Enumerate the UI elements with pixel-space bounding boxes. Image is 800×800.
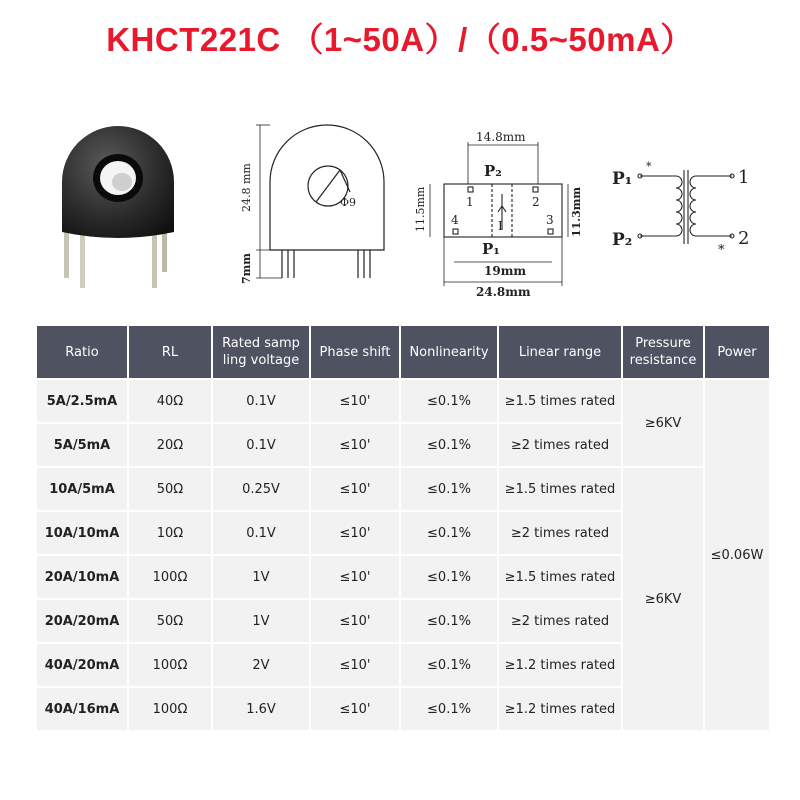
cell-pressure-group-1: ≥6KV [623,380,703,466]
cell-rl: 50Ω [129,468,211,510]
product-photo [52,112,184,312]
schem-dot-primary: * [646,160,652,173]
cell-rl: 100Ω [129,688,211,730]
cell-nonlinearity: ≤0.1% [401,424,497,466]
bottom-outer-width: 24.8mm [476,285,531,299]
cell-voltage: 0.1V [213,424,309,466]
cell-rl: 50Ω [129,600,211,642]
cell-voltage: 0.1V [213,380,309,422]
cell-voltage: 0.1V [213,512,309,554]
schem-p1: P₁ [612,169,633,189]
bottom-current-label: I [498,219,503,233]
header-rl: RL [129,326,211,378]
header-linear-range: Linear range [499,326,621,378]
schem-out1: 1 [738,167,750,188]
cell-rl: 40Ω [129,380,211,422]
header-power: Power [705,326,769,378]
cell-linear-range: ≥2 times rated [499,600,621,642]
bottom-inner-width: 19mm [484,264,527,278]
cell-voltage: 0.25V [213,468,309,510]
cell-phase: ≤10' [311,556,399,598]
cell-ratio: 40A/20mA [37,644,127,686]
page-title: KHCT221C （1~50A）/（0.5~50mA） [106,21,694,58]
table-row [37,468,769,510]
cell-nonlinearity: ≤0.1% [401,512,497,554]
header-ratio: Ratio [37,326,127,378]
front-hole-label: Φ9 [340,196,357,209]
bottom-pin2: 2 [532,195,540,209]
cell-ratio: 5A/2.5mA [37,380,127,422]
cell-ratio: 20A/10mA [37,556,127,598]
cell-rl: 100Ω [129,644,211,686]
cell-ratio: 5A/5mA [37,424,127,466]
bottom-view-drawing [406,112,586,312]
schematic-drawing [606,112,766,312]
cell-phase: ≤10' [311,644,399,686]
cell-phase: ≤10' [311,512,399,554]
bottom-left-height: 11.5mm [414,186,427,232]
cell-ratio: 10A/5mA [37,468,127,510]
cell-ratio: 10A/10mA [37,512,127,554]
cell-linear-range: ≥1.5 times rated [499,380,621,422]
cell-nonlinearity: ≤0.1% [401,600,497,642]
header-phase-shift: Phase shift [311,326,399,378]
table-header-row [37,326,769,378]
bottom-right-height: 11.3mm [570,186,583,237]
cell-ratio: 40A/16mA [37,688,127,730]
cell-nonlinearity: ≤0.1% [401,380,497,422]
bottom-p1-label: P₁ [482,240,500,258]
cell-rl: 20Ω [129,424,211,466]
cell-rl: 100Ω [129,556,211,598]
schem-dot-secondary: * [718,243,725,258]
header-nonlinearity: Nonlinearity [401,326,497,378]
bottom-pin4: 4 [451,213,459,227]
table-row [37,380,769,422]
schem-out2: 2 [738,228,750,249]
cell-linear-range: ≥2 times rated [499,512,621,554]
cell-linear-range: ≥1.2 times rated [499,644,621,686]
cell-phase: ≤10' [311,380,399,422]
header-rated-voltage: Rated samp ling voltage [213,326,309,378]
cell-phase: ≤10' [311,600,399,642]
schem-p2: P₂ [612,230,633,250]
spec-table [35,324,771,732]
cell-nonlinearity: ≤0.1% [401,468,497,510]
cell-voltage: 1V [213,556,309,598]
cell-phase: ≤10' [311,688,399,730]
cell-linear-range: ≥1.5 times rated [499,556,621,598]
cell-rl: 10Ω [129,512,211,554]
cell-voltage: 1V [213,600,309,642]
cell-nonlinearity: ≤0.1% [401,688,497,730]
bottom-p2-label: P₂ [484,162,502,180]
bottom-pin3: 3 [546,213,554,227]
cell-voltage: 2V [213,644,309,686]
cell-phase: ≤10' [311,468,399,510]
cell-ratio: 20A/20mA [37,600,127,642]
cell-linear-range: ≥1.5 times rated [499,468,621,510]
cell-power: ≤0.06W [705,380,769,730]
front-view-drawing [236,112,396,312]
cell-pressure-group-2: ≥6KV [623,468,703,730]
bottom-pin1: 1 [466,195,474,209]
cell-linear-range: ≥2 times rated [499,424,621,466]
cell-voltage: 1.6V [213,688,309,730]
cell-nonlinearity: ≤0.1% [401,556,497,598]
cell-linear-range: ≥1.2 times rated [499,688,621,730]
front-pin-label: 7mm [240,253,253,284]
header-pressure-resistance: Pressure resistance [623,326,703,378]
bottom-top-width: 14.8mm [476,130,526,144]
front-height-label: 24.8 mm [240,163,253,212]
cell-nonlinearity: ≤0.1% [401,644,497,686]
cell-phase: ≤10' [311,424,399,466]
